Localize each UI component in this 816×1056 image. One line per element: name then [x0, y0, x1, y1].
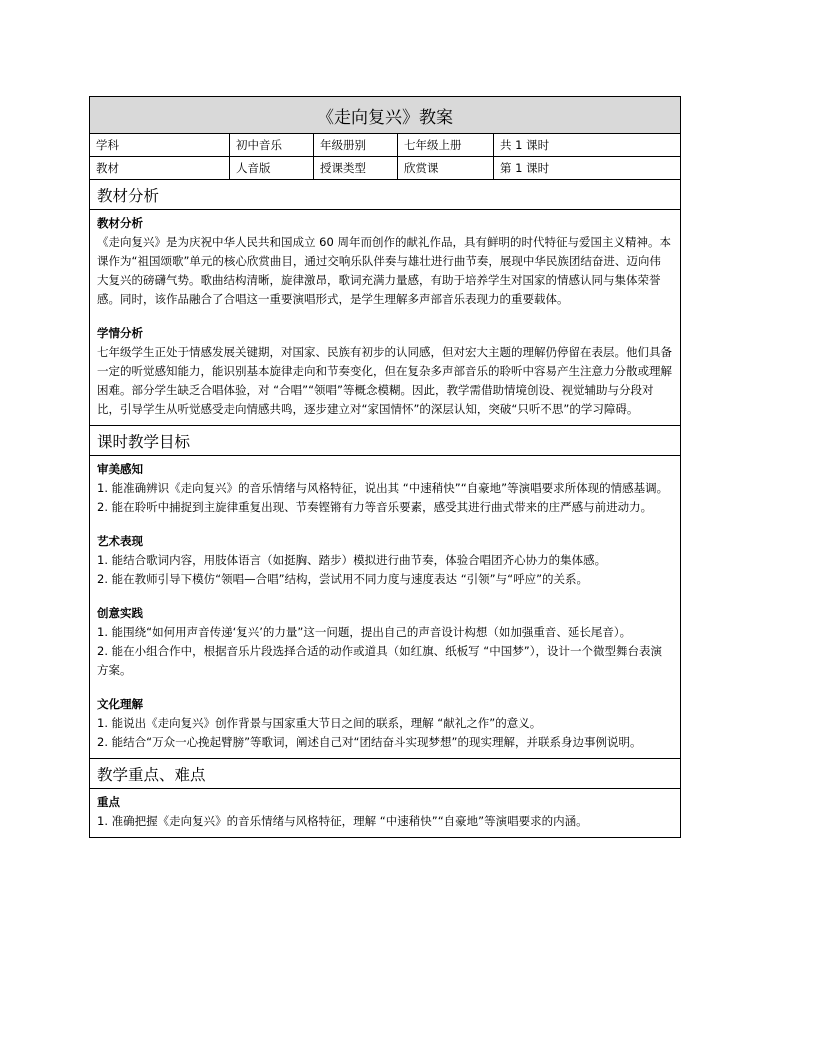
info-row-1	[90, 134, 680, 157]
info-cell: 七年级上册	[398, 134, 494, 156]
section-body-analysis	[90, 210, 680, 426]
section-heading-goals: 课时教学目标	[90, 426, 680, 456]
info-cell: 初中音乐	[230, 134, 314, 156]
section-body-goals	[90, 456, 680, 759]
subheading: 艺术表现	[97, 534, 143, 548]
info-cell: 欣赏课	[398, 157, 494, 179]
paragraph: 七年级学生正处于情感发展关键期，对国家、民族有初步的认同感，但对宏大主题的理解仍停留在表层。他们具备一定的听觉感知能力，能识别基本旋律走向和节奏变化，但在复杂多声部音乐的聆听中容易产生注意力分散或理解困难。部分学生缺乏合唱体验，对 “合唱”“领唱”等概念模糊。因此，教学需借助情境创设、视觉辅助与分段对比，引导学生从听觉感受走向情感共鸣，逐步建立对“家国情怀”的深层认知，突破“只听不思”的学习障碍。	[97, 345, 672, 416]
info-cell: 人音版	[230, 157, 314, 179]
list-item: 1. 能结合歌词内容，用肢体语言（如挺胸、踏步）模拟进行曲节奏，体验合唱团齐心协力的集体感。	[97, 553, 607, 567]
list-item: 2. 能在聆听中捕捉到主旋律重复出现、节奏铿锵有力等音乐要素，感受其进行曲式带来的庄严感与前进动力。	[97, 500, 653, 514]
info-cell: 共 1 课时	[500, 138, 550, 152]
list-item: 1. 准确把握《走向复兴》的音乐情绪与风格特征，理解 “中速稍快”“自豪地”等演唱要求的内涵。	[97, 814, 588, 828]
info-cell: 学科	[90, 134, 230, 156]
list-item: 2. 能结合“万众一心挽起臂膀”等歌词，阐述自己对“团结奋斗实现梦想”的现实理解，并联系身边事例说明。	[97, 735, 642, 749]
info-cell: 授课类型	[314, 157, 398, 179]
section-body-keypoints	[90, 789, 680, 837]
subheading: 重点	[97, 795, 120, 809]
list-item: 2. 能在小组合作中，根据音乐片段选择合适的动作或道具（如红旗、纸板写 “中国梦”），设计一个微型舞台表演方案。	[97, 644, 662, 677]
list-item: 1. 能说出《走向复兴》创作背景与国家重大节日之间的联系，理解 “献礼之作”的意义。	[97, 716, 542, 730]
lesson-plan-table	[89, 96, 681, 838]
info-row-2	[90, 157, 680, 180]
page-title: 《走向复兴》教案	[317, 107, 453, 128]
subheading: 教材分析	[97, 216, 143, 230]
info-cell: 第 1 课时	[500, 161, 550, 175]
info-cell: 年级册别	[314, 134, 398, 156]
list-item: 2. 能在教师引导下模仿“领唱—合唱”结构，尝试用不同力度与速度表达 “引领”与“呼应”的关系。	[97, 572, 589, 586]
subheading: 审美感知	[97, 462, 143, 476]
list-item: 1. 能准确辨识《走向复兴》的音乐情绪与风格特征，说出其 “中速稍快”“自豪地”等演唱要求所体现的情感基调。	[97, 481, 669, 495]
section-heading-analysis: 教材分析	[90, 180, 680, 210]
section-heading-keypoints: 教学重点、难点	[90, 759, 680, 789]
list-item: 1. 能围绕“如何用声音传递‘复兴’的力量”这一问题，提出自己的声音设计构想（如加强重音、延长尾音）。	[97, 625, 632, 639]
subheading: 创意实践	[97, 606, 143, 620]
info-cell: 教材	[90, 157, 230, 179]
paragraph: 《走向复兴》是为庆祝中华人民共和国成立 60 周年而创作的献礼作品，具有鲜明的时代特征与爱国主义精神。本课作为“祖国颂歌”单元的核心欣赏曲目，通过交响乐队伴奏与雄壮进行曲节奏，展现中华民族团结奋进、迈向伟大复兴的磅礴气势。歌曲结构清晰，旋律激昂，歌词充满力量感，有助于培养学生对国家的情感认同与集体荣誉感。同时，该作品融合了合唱这一重要演唱形式，是学生理解多声部音乐表现力的重要载体。	[97, 235, 671, 306]
title-row	[90, 97, 680, 134]
subheading: 文化理解	[97, 697, 143, 711]
subheading: 学情分析	[97, 326, 143, 340]
